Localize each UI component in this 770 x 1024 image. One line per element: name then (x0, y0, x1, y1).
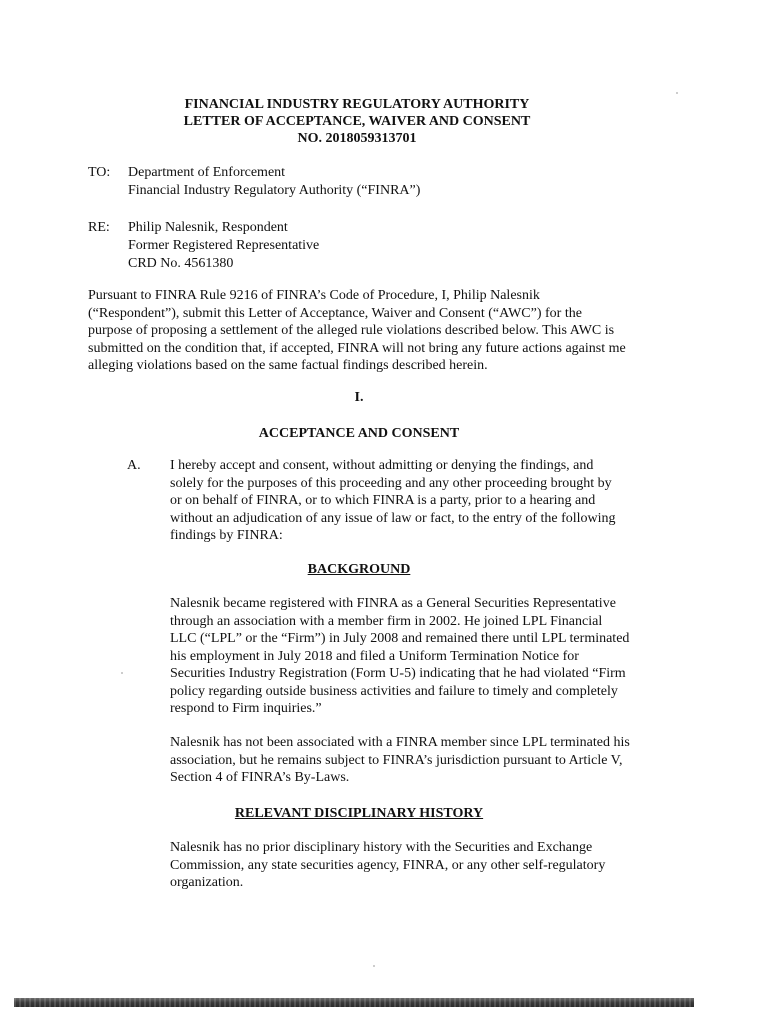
section-numeral: I. (354, 390, 364, 405)
scan-speck (373, 965, 375, 967)
background-heading-text: BACKGROUND (307, 562, 411, 577)
scan-speck (121, 672, 123, 674)
background-paragraph-2: Nalesnik has not been associated with a FINRA member since LPL terminated his association, but he remains subject to FINRA’s jurisdiction pursuant to Article V, Section 4 of FINRA’s By-Laws. (170, 735, 630, 785)
section-title: ACCEPTANCE AND CONSENT (258, 426, 460, 441)
to-line-agency: Financial Industry Regulatory Authority (“FINRA”) (128, 183, 421, 198)
re-line-respondent: Philip Nalesnik, Respondent (128, 220, 288, 235)
scan-speck (676, 92, 678, 94)
item-a-text: I hereby accept and consent, without admitting or denying the findings, and solely for the purposes of this proceeding and any other proceeding brought by or on behalf of FINRA, or to which FINRA is a party, prior to a hearing and without an adjudication of any issue of law or fact, to the entry of the following findings by FINRA: (170, 458, 616, 543)
history-paragraph: Nalesnik has no prior disciplinary history with the Securities and Exchange Commission, any state securities agency, FINRA, or any other self-regulatory organization. (170, 840, 606, 890)
item-a-label: A. (127, 458, 141, 473)
background-paragraph-1: Nalesnik became registered with FINRA as a General Securities Representative through an association with a member firm in 2002. He joined LPL Financial LLC (“LPL” or the “Firm”) in July 2008 and remained there until LPL terminated his employment in July 2018 and filed a Uniform Termination Notice for Securities Industry Registration (Form U-5) indicating that he had violated “Firm policy regarding outside business activities and failure to timely and completely respond to Firm inquiries.” (170, 596, 630, 716)
intro-paragraph: Pursuant to FINRA Rule 9216 of FINRA’s Code of Procedure, I, Philip Nalesnik (“Respondent”), submit this Letter of Acceptance, Waiver and Consent (“AWC”) for the purpose of proposing a settlement of the alleged rule violations described below. This AWC is submitted on the condition that, if accepted, FINRA will not bring any future actions against me alleging violations based on the same factual findings described herein. (88, 288, 626, 373)
re-label: RE: (88, 220, 110, 235)
document-header (0, 96, 714, 147)
background-heading (0, 561, 718, 578)
header-case-number: NO. 2018059313701 (297, 131, 417, 146)
history-heading (0, 805, 718, 822)
history-heading-text: RELEVANT DISCIPLINARY HISTORY (234, 806, 484, 821)
to-line-department: Department of Enforcement (128, 165, 286, 180)
re-line-crd: CRD No. 4561380 (128, 256, 234, 271)
scan-edge-bar (14, 998, 694, 1007)
re-line-role: Former Registered Representative (128, 238, 320, 253)
header-document-title: LETTER OF ACCEPTANCE, WAIVER AND CONSENT (183, 114, 531, 129)
to-label: TO: (88, 165, 111, 180)
header-agency-name: FINANCIAL INDUSTRY REGULATORY AUTHORITY (184, 97, 530, 112)
